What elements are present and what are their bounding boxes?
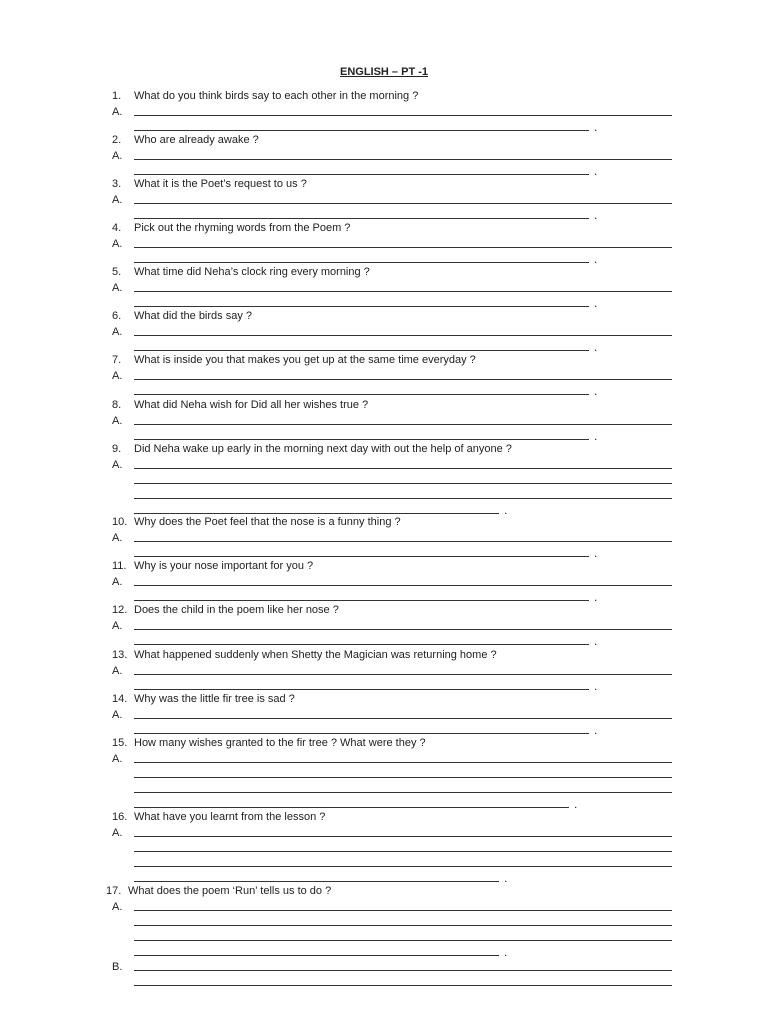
answer-line[interactable] — [134, 689, 589, 690]
question-text: What does the poem ‘Run’ tells us to do ? — [128, 885, 332, 897]
end-dot: . — [594, 208, 598, 222]
answer-line[interactable] — [134, 955, 499, 956]
answer-line[interactable] — [134, 585, 672, 586]
question-text: What time did Neha’s clock ring every morning ? — [134, 266, 370, 278]
question-text: What is inside you that makes you get up at the same time everyday ? — [134, 354, 476, 366]
answer-line[interactable] — [134, 733, 589, 734]
question-number: 2. — [112, 134, 122, 146]
question-10 — [112, 514, 674, 560]
end-dot: . — [594, 252, 598, 266]
question-11 — [112, 558, 674, 604]
answer-line[interactable] — [134, 394, 589, 395]
question-number: 6. — [112, 310, 122, 322]
question-number: 9. — [112, 443, 122, 455]
end-dot: . — [504, 871, 508, 885]
answer-line[interactable] — [134, 247, 672, 248]
answer-label: A. — [112, 370, 123, 382]
question-16 — [112, 809, 674, 885]
question-9 — [112, 441, 674, 517]
end-dot: . — [594, 590, 598, 604]
answer-line[interactable] — [134, 115, 672, 116]
answer-line[interactable] — [134, 985, 672, 986]
answer-label: A. — [112, 532, 123, 544]
answer-line[interactable] — [134, 262, 589, 263]
question-2 — [112, 132, 674, 178]
answer-label: A. — [112, 827, 123, 839]
question-number: 14. — [112, 693, 128, 705]
question-14 — [112, 691, 674, 737]
answer-label: A. — [112, 238, 123, 250]
answer-label-a: A. — [112, 901, 123, 913]
end-dot: . — [574, 797, 578, 811]
answer-line[interactable] — [134, 439, 589, 440]
answer-line[interactable] — [134, 644, 589, 645]
end-dot: . — [594, 723, 598, 737]
question-number: 13. — [112, 649, 128, 661]
question-text: What do you think birds say to each other in the morning ? — [134, 90, 419, 102]
answer-line[interactable] — [134, 306, 589, 307]
question-7 — [112, 352, 674, 398]
answer-label: A. — [112, 459, 123, 471]
question-3 — [112, 176, 674, 222]
question-text: What did the birds say ? — [134, 310, 253, 322]
answer-line[interactable] — [134, 777, 672, 778]
answer-label: A. — [112, 415, 123, 427]
answer-label: A. — [112, 709, 123, 721]
end-dot: . — [594, 384, 598, 398]
answer-line[interactable] — [134, 940, 672, 941]
answer-line[interactable] — [134, 350, 589, 351]
page-title: ENGLISH – PT -1 — [339, 66, 429, 78]
question-text: Did Neha wake up early in the morning next day with out the help of anyone ? — [134, 443, 512, 455]
question-13 — [112, 647, 674, 693]
end-dot: . — [594, 296, 598, 310]
question-4 — [112, 220, 674, 266]
question-text: What did Neha wish for Did all her wishes true ? — [134, 399, 369, 411]
answer-line[interactable] — [134, 379, 672, 380]
answer-line[interactable] — [134, 203, 672, 204]
answer-label: A. — [112, 282, 123, 294]
answer-label: A. — [112, 753, 123, 765]
answer-line[interactable] — [134, 718, 672, 719]
answer-line[interactable] — [134, 291, 672, 292]
question-text: Why was the little fir tree is sad ? — [134, 693, 295, 705]
answer-line[interactable] — [134, 541, 672, 542]
question-number: 7. — [112, 354, 122, 366]
question-number: 3. — [112, 178, 122, 190]
answer-line[interactable] — [134, 600, 589, 601]
question-text: Pick out the rhyming words from the Poem ? — [134, 222, 351, 234]
answer-line[interactable] — [134, 925, 672, 926]
answer-line[interactable] — [134, 556, 589, 557]
end-dot: . — [594, 120, 598, 134]
question-number: 1. — [112, 90, 122, 102]
end-dot: . — [504, 945, 508, 959]
answer-label: A. — [112, 326, 123, 338]
end-dot: . — [594, 679, 598, 693]
answer-line[interactable] — [134, 866, 672, 867]
question-8 — [112, 397, 674, 443]
answer-line[interactable] — [134, 335, 672, 336]
question-text: What it is the Poet’s request to us ? — [134, 178, 307, 190]
end-dot: . — [594, 164, 598, 178]
question-5 — [112, 264, 674, 310]
end-dot: . — [594, 340, 598, 354]
end-dot: . — [504, 503, 508, 517]
answer-label-b: B. — [112, 961, 123, 973]
answer-label: A. — [112, 620, 123, 632]
question-number: 11. — [112, 560, 127, 572]
question-number: 10. — [112, 516, 128, 528]
end-dot: . — [594, 634, 598, 648]
question-17 — [106, 883, 674, 989]
question-text: How many wishes granted to the fir tree ? What were they ? — [134, 737, 426, 749]
question-12 — [112, 602, 674, 648]
answer-line[interactable] — [134, 424, 672, 425]
question-6 — [112, 308, 674, 354]
answer-line[interactable] — [134, 629, 672, 630]
question-text: What happened suddenly when Shetty the Magician was returning home ? — [134, 649, 497, 661]
answer-label: A. — [112, 150, 123, 162]
question-number: 17. — [106, 885, 122, 897]
answer-label: A. — [112, 194, 123, 206]
question-number: 5. — [112, 266, 122, 278]
answer-line[interactable] — [134, 792, 672, 793]
answer-line[interactable] — [134, 910, 672, 911]
question-text: Why does the Poet feel that the nose is a funny thing ? — [134, 516, 401, 528]
answer-line[interactable] — [134, 218, 589, 219]
question-15 — [112, 735, 674, 811]
answer-label: A. — [112, 665, 123, 677]
question-number: 15. — [112, 737, 128, 749]
question-1 — [112, 88, 674, 134]
question-text: Why is your nose important for you ? — [134, 560, 314, 572]
answer-line[interactable] — [134, 807, 569, 808]
answer-label: A. — [112, 576, 123, 588]
answer-line[interactable] — [134, 970, 672, 971]
question-text: Does the child in the poem like her nose ? — [134, 604, 339, 616]
answer-line[interactable] — [134, 762, 672, 763]
question-text: What have you learnt from the lesson ? — [134, 811, 326, 823]
end-dot: . — [594, 429, 598, 443]
answer-line[interactable] — [134, 836, 672, 837]
answer-line[interactable] — [134, 174, 589, 175]
answer-line[interactable] — [134, 483, 672, 484]
end-dot: . — [594, 546, 598, 560]
answer-line[interactable] — [134, 674, 672, 675]
question-number: 8. — [112, 399, 122, 411]
answer-line[interactable] — [134, 130, 589, 131]
question-number: 16. — [112, 811, 128, 823]
question-number: 12. — [112, 604, 128, 616]
answer-line[interactable] — [134, 881, 499, 882]
answer-line[interactable] — [134, 851, 672, 852]
answer-label: A. — [112, 106, 123, 118]
question-text: Who are already awake ? — [134, 134, 259, 146]
answer-line[interactable] — [134, 468, 672, 469]
question-number: 4. — [112, 222, 122, 234]
answer-line[interactable] — [134, 159, 672, 160]
answer-line[interactable] — [134, 498, 672, 499]
